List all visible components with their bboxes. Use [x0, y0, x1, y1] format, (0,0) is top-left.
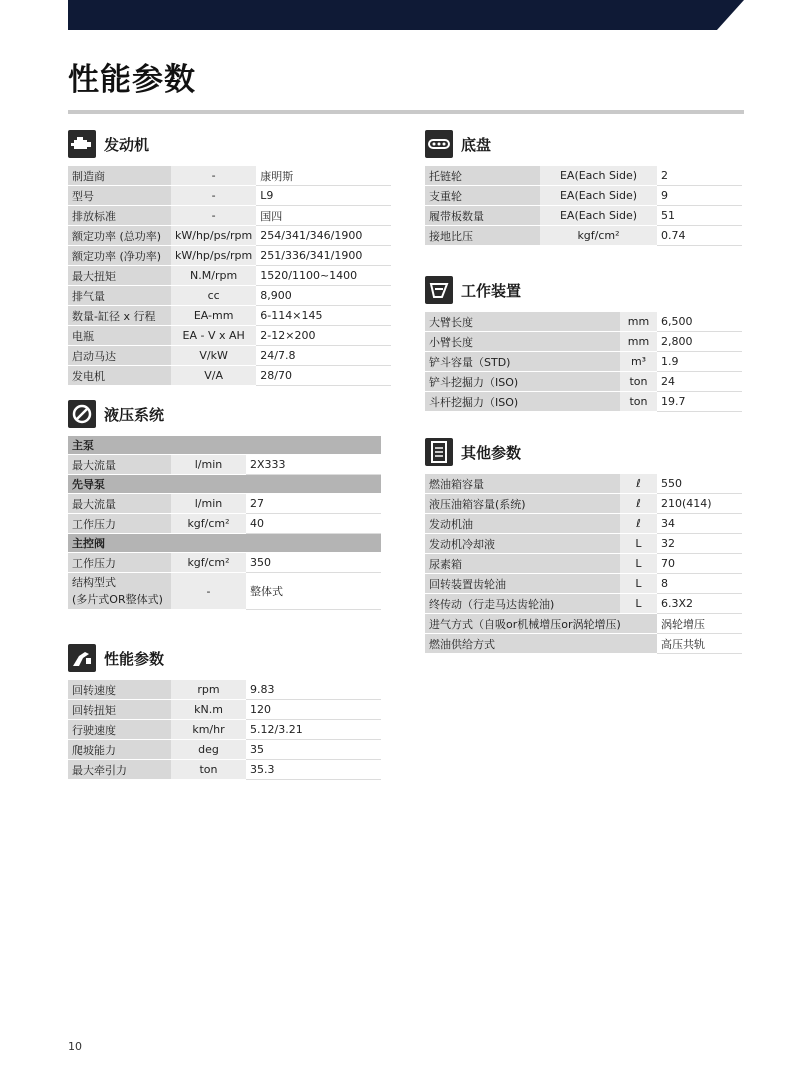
table-row: [425, 312, 742, 332]
spec-value: 6.3X2: [657, 594, 742, 614]
spec-label: 启动马达: [68, 346, 171, 366]
spec-unit: kgf/cm²: [171, 514, 246, 534]
table-row: [425, 514, 742, 534]
spec-value: 康明斯: [256, 166, 391, 186]
spec-unit: EA(Each Side): [540, 206, 657, 226]
performance-section: [68, 642, 381, 780]
spec-value: 27: [246, 494, 381, 514]
table-row: [68, 680, 381, 700]
spec-unit: km/hr: [171, 720, 246, 740]
spec-unit: ℓ: [620, 474, 657, 494]
table-row: [425, 186, 742, 206]
group-header-row: [68, 436, 381, 455]
spec-label: 型号: [68, 186, 171, 206]
spec-value: 涡轮增压: [657, 614, 742, 634]
spec-unit: kW/hp/ps/rpm: [171, 246, 256, 266]
spec-label: 燃油供给方式: [425, 634, 657, 654]
table-row: [68, 740, 381, 760]
spec-label: 额定功率 (总功率): [68, 226, 171, 246]
spec-unit: -: [171, 186, 256, 206]
other-section: [425, 436, 742, 654]
spec-unit: EA(Each Side): [540, 166, 657, 186]
table-row: [425, 332, 742, 352]
spec-unit: mm: [620, 312, 657, 332]
spec-value: 251/336/341/1900: [256, 246, 391, 266]
spec-value: 9: [657, 186, 742, 206]
spec-label: 工作压力: [68, 553, 171, 573]
spec-value: 35.3: [246, 760, 381, 780]
work-device-title: 工作装置: [461, 281, 522, 300]
spec-value: 整体式: [246, 573, 381, 610]
spec-label: 接地比压: [425, 226, 540, 246]
table-row: [68, 455, 381, 475]
table-row: [425, 534, 742, 554]
spec-value: 32: [657, 534, 742, 554]
spec-label: [68, 573, 171, 610]
spec-unit: kgf/cm²: [540, 226, 657, 246]
spec-value: 28/70: [256, 366, 391, 386]
table-row: [425, 594, 742, 614]
page-number: 10: [68, 1040, 82, 1053]
spec-unit: l/min: [171, 455, 246, 475]
spec-value: 6-114×145: [256, 306, 391, 326]
spec-value: 高压共轨: [657, 634, 742, 654]
excavator-arm-icon: [68, 644, 96, 672]
spec-value: 51: [657, 206, 742, 226]
spec-value: 9.83: [246, 680, 381, 700]
table-row: [68, 286, 391, 306]
spec-unit: kW/hp/ps/rpm: [171, 226, 256, 246]
spec-value: 19.7: [657, 392, 742, 412]
spec-value: 24: [657, 372, 742, 392]
spec-value: 70: [657, 554, 742, 574]
group-name: 主泵: [68, 436, 381, 455]
spec-unit: EA - V x AH: [171, 326, 256, 346]
spec-label: 终传动（行走马达齿轮油): [425, 594, 620, 614]
spec-label: 回转速度: [68, 680, 171, 700]
table-row: [425, 166, 742, 186]
spec-value: 2: [657, 166, 742, 186]
spec-label: 支重轮: [425, 186, 540, 206]
spec-label: 数量-缸径 x 行程: [68, 306, 171, 326]
table-row: [68, 326, 391, 346]
spec-value: 550: [657, 474, 742, 494]
table-row: [68, 553, 381, 573]
spec-unit: ℓ: [620, 494, 657, 514]
spec-value: 2X333: [246, 455, 381, 475]
table-row: [68, 720, 381, 740]
spec-label: 排放标准: [68, 206, 171, 226]
table-row: [68, 760, 381, 780]
spec-unit: rpm: [171, 680, 246, 700]
table-row: [425, 392, 742, 412]
spec-unit: mm: [620, 332, 657, 352]
other-title: 其他参数: [461, 443, 522, 462]
spec-label: 发动机冷却液: [425, 534, 620, 554]
spec-unit: N.M/rpm: [171, 266, 256, 286]
spec-label: 液压油箱容量(系统): [425, 494, 620, 514]
spec-value: 1.9: [657, 352, 742, 372]
spec-label: 发动机油: [425, 514, 620, 534]
table-row: [425, 372, 742, 392]
header-band: [68, 0, 744, 30]
table-row: [425, 494, 742, 514]
table-row: [425, 574, 742, 594]
performance-table: [68, 680, 381, 780]
spec-label: 排气量: [68, 286, 171, 306]
table-row: [425, 554, 742, 574]
group-name: 主控阀: [68, 534, 381, 553]
table-row: [425, 352, 742, 372]
bucket-icon: [425, 276, 453, 304]
spec-value: 350: [246, 553, 381, 573]
spec-unit: ton: [620, 392, 657, 412]
spec-unit: kN.m: [171, 700, 246, 720]
chassis-section: [425, 128, 742, 246]
table-row: [425, 634, 742, 654]
table-row: [425, 614, 742, 634]
hydraulic-gauge-icon: [68, 400, 96, 428]
structure-label-line1: 结构型式: [72, 576, 116, 589]
engine-section: [68, 128, 391, 386]
spec-value: L9: [256, 186, 391, 206]
spec-unit: ton: [620, 372, 657, 392]
spec-unit: -: [171, 206, 256, 226]
spec-value: 120: [246, 700, 381, 720]
other-table: [425, 474, 742, 654]
table-row: [68, 573, 381, 610]
group-header-row: [68, 475, 381, 494]
table-row: [425, 474, 742, 494]
document-icon: [425, 438, 453, 466]
hydraulic-section: [68, 398, 381, 610]
table-row: [68, 246, 391, 266]
spec-label: 最大流量: [68, 455, 171, 475]
spec-label: 燃油箱容量: [425, 474, 620, 494]
engine-table: [68, 166, 391, 386]
spec-unit: ton: [171, 760, 246, 780]
table-row: [68, 206, 391, 226]
table-row: [68, 514, 381, 534]
table-row: [68, 186, 391, 206]
table-row: [68, 226, 391, 246]
spec-label: 回转装置齿轮油: [425, 574, 620, 594]
spec-label: 回转扭矩: [68, 700, 171, 720]
spec-unit: L: [620, 594, 657, 614]
work-device-table: [425, 312, 742, 412]
spec-value: 35: [246, 740, 381, 760]
spec-value: 24/7.8: [256, 346, 391, 366]
spec-unit: V/kW: [171, 346, 256, 366]
spec-unit: L: [620, 534, 657, 554]
spec-label: 工作压力: [68, 514, 171, 534]
spec-value: 34: [657, 514, 742, 534]
table-row: [68, 306, 391, 326]
spec-value: 1520/1100~1400: [256, 266, 391, 286]
table-row: [425, 206, 742, 226]
table-row: [68, 494, 381, 514]
spec-unit: ℓ: [620, 514, 657, 534]
spec-label: 小臂长度: [425, 332, 620, 352]
spec-label: 电瓶: [68, 326, 171, 346]
engine-title: 发动机: [104, 135, 150, 154]
spec-unit: m³: [620, 352, 657, 372]
spec-label: 进气方式（自吸or机械增压or涡轮增压): [425, 614, 657, 634]
title-divider: [68, 110, 744, 114]
spec-value: 40: [246, 514, 381, 534]
spec-value: 2,800: [657, 332, 742, 352]
spec-label: 最大流量: [68, 494, 171, 514]
spec-value: 0.74: [657, 226, 742, 246]
spec-value: 国四: [256, 206, 391, 226]
spec-unit: L: [620, 554, 657, 574]
spec-unit: cc: [171, 286, 256, 306]
track-icon: [425, 130, 453, 158]
spec-label: 最大扭矩: [68, 266, 171, 286]
table-row: [68, 266, 391, 286]
spec-label: 发电机: [68, 366, 171, 386]
performance-title: 性能参数: [104, 649, 165, 668]
spec-unit: l/min: [171, 494, 246, 514]
hydraulic-table: [68, 436, 381, 610]
table-row: [68, 366, 391, 386]
chassis-table: [425, 166, 742, 246]
group-header-row: [68, 534, 381, 553]
group-name: 先导泵: [68, 475, 381, 494]
hydraulic-title: 液压系统: [104, 405, 165, 424]
spec-value: 6,500: [657, 312, 742, 332]
spec-value: 210(414): [657, 494, 742, 514]
spec-label: 铲斗挖掘力（ISO): [425, 372, 620, 392]
spec-label: 尿素箱: [425, 554, 620, 574]
table-row: [425, 226, 742, 246]
spec-unit: -: [171, 166, 256, 186]
spec-label: 大臂长度: [425, 312, 620, 332]
spec-label: 行驶速度: [68, 720, 171, 740]
engine-icon: [68, 130, 96, 158]
work-device-section: [425, 274, 742, 412]
chassis-title: 底盘: [461, 135, 492, 154]
spec-unit: deg: [171, 740, 246, 760]
spec-unit: kgf/cm²: [171, 553, 246, 573]
spec-unit: L: [620, 574, 657, 594]
spec-value: 5.12/3.21: [246, 720, 381, 740]
table-row: [68, 346, 391, 366]
spec-unit: -: [171, 573, 246, 610]
page-title: 性能参数: [68, 62, 196, 98]
spec-unit: V/A: [171, 366, 256, 386]
spec-label: 履带板数量: [425, 206, 540, 226]
spec-value: 8: [657, 574, 742, 594]
structure-label-line2: (多片式OR整体式): [72, 593, 163, 606]
spec-value: 254/341/346/1900: [256, 226, 391, 246]
spec-label: 额定功率 (净功率): [68, 246, 171, 266]
spec-value: 2-12×200: [256, 326, 391, 346]
table-row: [68, 166, 391, 186]
spec-value: 8,900: [256, 286, 391, 306]
spec-label: 斗杆挖掘力（ISO): [425, 392, 620, 412]
table-row: [68, 700, 381, 720]
spec-label: 爬坡能力: [68, 740, 171, 760]
spec-label: 铲斗容量（STD): [425, 352, 620, 372]
spec-unit: EA-mm: [171, 306, 256, 326]
spec-label: 最大牵引力: [68, 760, 171, 780]
spec-label: 托链轮: [425, 166, 540, 186]
spec-label: 制造商: [68, 166, 171, 186]
spec-unit: EA(Each Side): [540, 186, 657, 206]
